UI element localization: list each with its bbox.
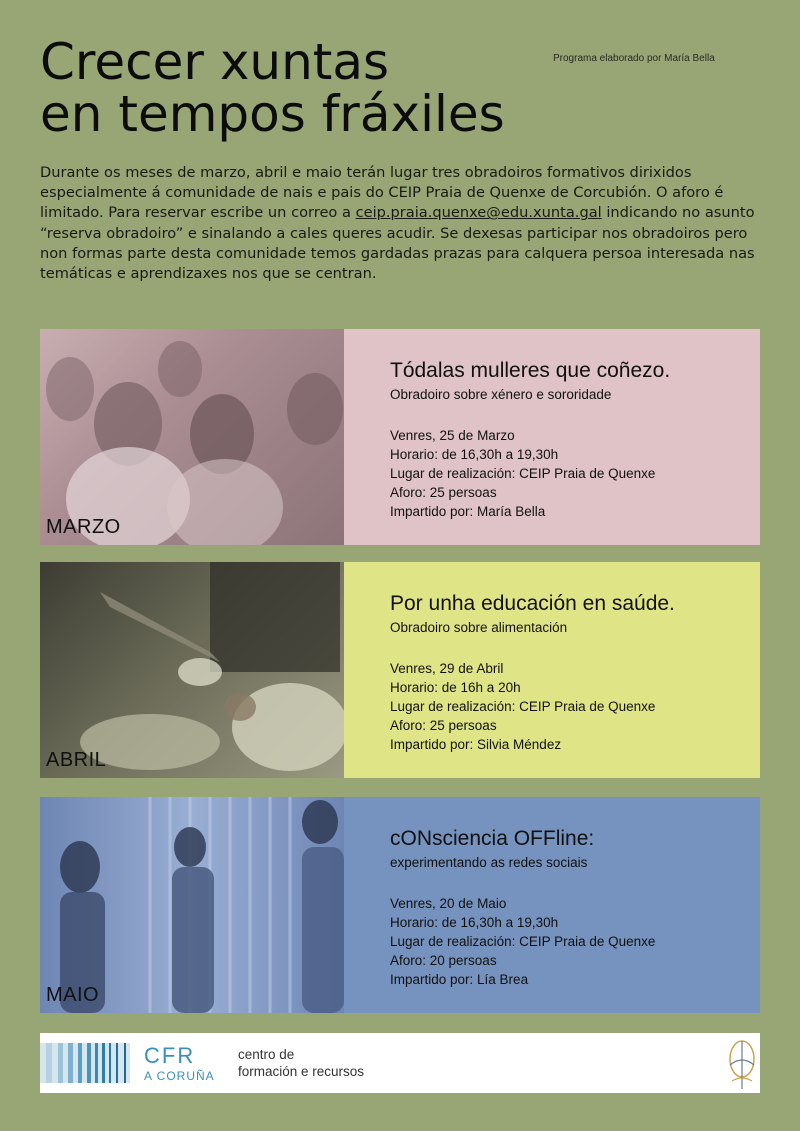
workshop-info-abril [344,562,760,778]
workshop-card-abril [40,562,760,778]
workshop-speaker: Impartido por: Lía Brea [390,972,529,987]
contact-email-link[interactable]: ceip.praia.quenxe@edu.xunta.gal [355,204,602,222]
workshop-title: Tódalas mulleres que coñezo. [390,359,671,382]
workshop-date: Venres, 29 de Abril [390,661,504,676]
workshop-place: Lugar de realización: CEIP Praia de Quenxe [390,934,656,949]
month-label: MAIO [46,984,100,1006]
cfr-full-name [238,1046,364,1080]
workshop-date: Venres, 25 de Marzo [390,428,515,443]
workshop-subtitle: experimentando as redes sociais [390,855,588,870]
workshop-place: Lugar de realización: CEIP Praia de Quenxe [390,466,656,481]
month-label: MARZO [46,516,121,538]
cfr-name-line-1: centro de [238,1047,295,1062]
workshop-photo-marzo [40,329,344,545]
workshop-capacity: Aforo: 25 persoas [390,485,497,500]
leaf-emblem-icon [722,1035,762,1091]
cfr-logo-letters: CFR [144,1043,196,1068]
workshop-schedule: Horario: de 16h a 20h [390,680,521,695]
month-label: ABRIL [46,749,107,771]
workshop-photo-maio [40,797,344,1013]
workshop-card-maio [40,797,760,1013]
workshop-schedule: Horario: de 16,30h a 19,30h [390,447,559,462]
workshop-card-marzo [40,329,760,545]
workshop-details [390,894,655,989]
cfr-logo-stripes [40,1043,130,1083]
workshop-details [390,659,655,754]
intro-text-end: indicando no asunto “reserva obradoiro” e sinalando a cales queres acudir. Se dexesas participar nos obradoiros pero non formas parte desta comunidade temos gardadas prazas para calquera persoa interesada nas temáticas e aprendizaxes nos que se centran. [40,204,755,283]
title-line-2: en tempos fráxiles [40,85,505,143]
workshop-capacity: Aforo: 20 persoas [390,953,497,968]
workshop-capacity: Aforo: 25 persoas [390,718,497,733]
title-line-1: Crecer xuntas [40,33,390,91]
workshop-title: Por unha educación en saúde. [390,592,675,615]
people-walking-illustration [40,797,344,1013]
workshop-details [390,426,655,521]
workshop-info-maio [344,797,760,1013]
page-title [40,33,505,143]
intro-text-start: Durante os meses de marzo, abril e maio terán lugar tres obradoiros formativos dirixidos especialmente á comunidade de nais e pais do CEIP Praia de Quenxe de Corcubión. O aforo é limitado. Para reservar escribe un correo a [40,164,724,222]
workshop-schedule: Horario: de 16,30h a 19,30h [390,915,559,930]
footer-banner [40,1033,760,1093]
workshop-place: Lugar de realización: CEIP Praia de Quenxe [390,699,656,714]
workshop-subtitle: Obradoiro sobre xénero e sororidade [390,387,612,402]
cfr-logo-city: A CORUÑA [144,1069,215,1083]
workshop-subtitle: Obradoiro sobre alimentación [390,620,568,635]
workshop-date: Venres, 20 de Maio [390,896,507,911]
workshop-photo-abril [40,562,344,778]
workshop-speaker: Impartido por: Silvia Méndez [390,737,562,752]
workshop-title: cONsciencia OFFline: [390,827,595,850]
people-group-illustration [40,329,344,545]
program-credit: Programa elaborado por María Bella [553,53,715,64]
workshop-info-marzo [344,329,760,545]
intro-paragraph [40,163,765,284]
cfr-name-line-2: formación e recursos [238,1064,365,1079]
food-preparation-illustration [40,562,344,778]
workshop-speaker: Impartido por: María Bella [390,504,546,519]
